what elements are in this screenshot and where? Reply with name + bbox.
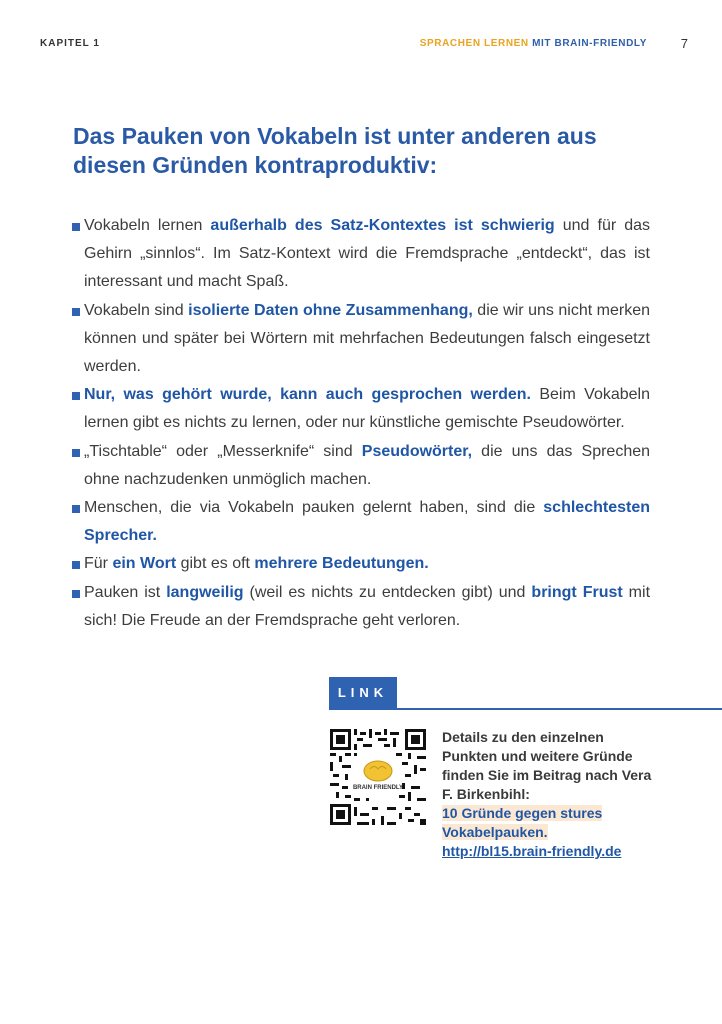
- text: und für das Gehirn „sinnlos“. Im Satz-Kontext wird die Fremdsprache „entdeckt“, das ist interessant und macht Spaß.: [84, 217, 651, 291]
- text: Vokabeln lernen: [84, 217, 211, 234]
- text: Für: [84, 555, 113, 573]
- link-divider: [329, 708, 722, 710]
- text: „Tischtable“ oder „Messerknife“ sind: [84, 442, 362, 460]
- running-title-part1: SPRACHEN LERNEN: [419, 38, 529, 49]
- text: Pauken ist: [84, 583, 167, 601]
- running-title-part2: MIT BRAIN-FRIENDLY: [532, 38, 647, 49]
- highlight: langweilig: [166, 583, 244, 601]
- link-description: Details zu den einzelnen Punkten und weitere Gründe finden Sie im Beitrag nach Vera F. Birkenbihl:: [442, 729, 652, 802]
- page-number: 7: [680, 36, 688, 51]
- qr-logo-text: BRAIN FRIENDLY: [352, 785, 404, 791]
- text: (weil es nichts zu entdecken gibt) und: [243, 583, 532, 601]
- highlight: außerhalb des Satz-Kontextes ist schwierig: [210, 217, 555, 234]
- url-link[interactable]: http://bl15.brain-friendly.de: [442, 843, 622, 859]
- text: Menschen, die via Vokabeln pauken gelernt haben, sind die: [84, 499, 544, 517]
- square-bullet-icon: [72, 392, 80, 400]
- text: Vokabeln sind: [84, 301, 189, 319]
- text: die wir uns nicht merken können und später bei Wörtern mit mehrfachen Bedeutungen falsch eingesetzt werden.: [84, 301, 651, 376]
- square-bullet-icon: [72, 449, 80, 457]
- article-link[interactable]: 10 Gründe gegen stures Vokabelpauken.: [442, 805, 603, 840]
- qr-code-icon[interactable]: [330, 729, 426, 825]
- list-item: [72, 381, 650, 437]
- reasons-list: [72, 212, 650, 635]
- highlight: Pseudowörter,: [361, 442, 473, 460]
- text: mit sich! Die Freude an der Fremdsprache geht verloren.: [84, 583, 651, 629]
- section-heading: Das Pauken von Vokabeln ist unter anderen aus diesen Gründen kontraproduktiv:: [73, 123, 597, 178]
- text: die uns das Sprechen ohne nachzudenken unmöglich machen.: [84, 442, 651, 488]
- highlight: isolierte Daten ohne Zusammenhang,: [188, 301, 473, 319]
- highlight: Nur, was gehört wurde, kann auch gesprochen werden.: [84, 386, 531, 404]
- highlight: bringt Frust: [531, 583, 623, 601]
- list-item: [72, 550, 650, 578]
- link-label: LINK: [329, 677, 397, 709]
- text: Beim Vokabeln lernen gibt es nichts zu lernen, oder nur künstliche gemischte Pseudowörter.: [84, 386, 650, 432]
- square-bullet-icon: [72, 308, 80, 316]
- highlight: ein Wort: [112, 555, 177, 573]
- highlight: mehrere Bedeutungen.: [254, 555, 429, 573]
- text: gibt es oft: [176, 555, 255, 573]
- square-bullet-icon: [72, 590, 80, 598]
- chapter-label: KAPITEL 1: [40, 38, 100, 49]
- highlight: schlechtesten Sprecher.: [84, 499, 650, 545]
- link-text-block: [442, 728, 657, 861]
- list-item: [72, 297, 650, 382]
- list-item: [72, 494, 650, 550]
- square-bullet-icon: [72, 561, 80, 569]
- list-item: [72, 579, 650, 635]
- square-bullet-icon: [72, 505, 80, 513]
- square-bullet-icon: [72, 223, 80, 231]
- running-title: [420, 38, 647, 49]
- list-item: [72, 438, 650, 494]
- list-item: [72, 212, 650, 297]
